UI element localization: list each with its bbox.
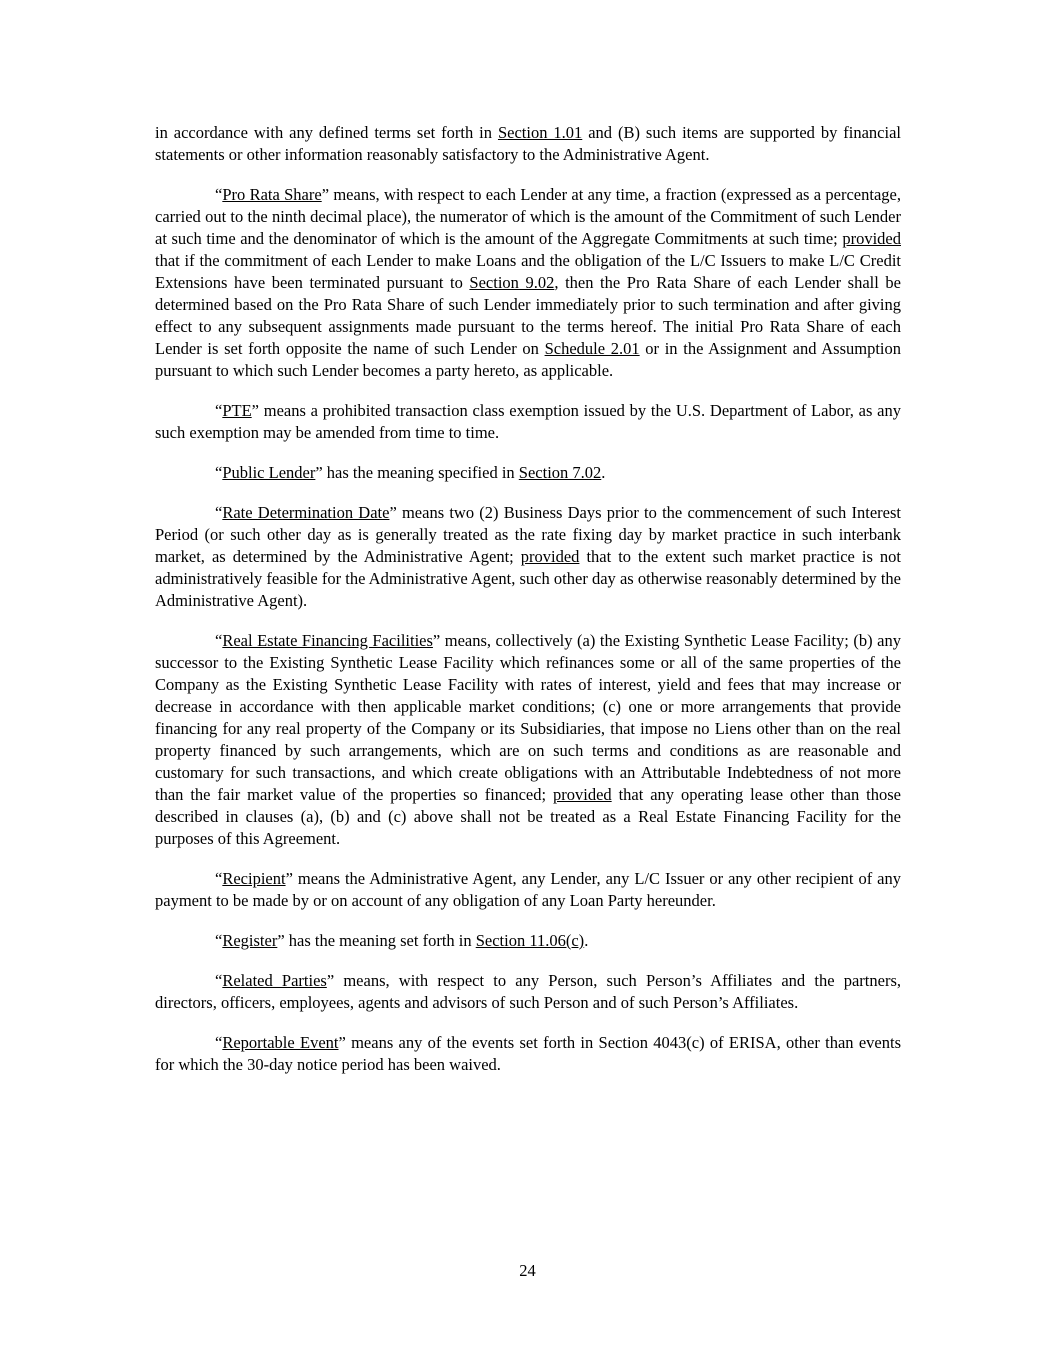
paragraph [155,122,901,166]
text-run: ” means the Administrative Agent, any Lender, any L/C Issuer or any other recipient of any payment to be made by or on account of any obligation of any Loan Party hereunder. [155,869,901,910]
text-run: ” means any of the events set forth in Section 4043(c) of ERISA, other than events for which the 30-day notice period has been waived. [155,1033,901,1074]
text-run: ” means, with respect to each Lender at any time, a fraction (expressed as a percentage, carried out to the ninth decimal place), the numerator of which is the amount of the Commitment of such Lender at such time and the denominator of which is the amount of the Aggregate Commitments at such time; [155,185,901,248]
defined-term: Related Parties [222,971,327,990]
defined-term: Real Estate Financing Facilities [222,631,433,650]
page-body [155,122,901,1076]
text-run: “ [215,463,223,482]
paragraph [155,462,901,484]
defined-term: Schedule 2.01 [544,339,640,358]
paragraph [155,630,901,850]
defined-term: Reportable Event [222,1033,339,1052]
text-run: ” means two (2) Business Days prior to the commencement of such Interest Period (or such other day as is generally treated as the rate fixing day by market practice in such interbank market, as determined by the Administrative Agent; [155,503,901,566]
text-run: “ [215,1033,223,1052]
text-run: ” means, with respect to any Person, such Person’s Affiliates and the partners, directors, officers, employees, agents and advisors of such Person and of such Person’s Affiliates. [155,971,901,1012]
defined-term: provided [842,229,901,248]
text-run: ” means, collectively (a) the Existing Synthetic Lease Facility; (b) any successor to the Existing Synthetic Lease Facility which refinances some or all of the same properties of the Company as the Existing Synthetic Lease Facility with rates of interest, yield and fees that may increase or decrease in accordance with then applicable market conditions; (c) one or more arrangements that provide financing for any real property of the Company or its Subsidiaries, that impose no Liens other than on the real property financed by such arrangements, which are on such terms and conditions as are reasonable and customary for such transactions, and which create obligations with an Attributable Indebtedness of not more than the fair market value of the properties so financed; [155,631,901,804]
text-run: , then the Pro Rata Share of each Lender shall be determined based on the Pro Rata Share of such Lender immediately prior to such termination and after giving effect to any subsequent assignments made pursuant to the terms hereof. The initial Pro Rata Share of each Lender is set forth opposite the name of such Lender on [155,273,901,358]
text-run: “ [215,931,223,950]
text-run: and (B) such items are supported by financial statements or other information reasonably satisfactory to the Administrative Agent. [155,123,901,164]
paragraph [155,502,901,612]
defined-term: Register [222,931,278,950]
paragraph [155,400,901,444]
defined-term: Section 1.01 [497,123,583,142]
text-run: “ [215,631,223,650]
text-run: “ [215,401,223,420]
defined-term: provided [520,547,580,566]
text-run: ” means a prohibited transaction class exemption issued by the U.S. Department of Labor, as any such exemption may be amended from time to time. [155,401,901,442]
text-run: “ [215,185,223,204]
text-run: ” has the meaning specified in [315,463,519,482]
text-run: ” has the meaning set forth in [277,931,476,950]
defined-term: Public Lender [222,463,316,482]
defined-term: Recipient [222,869,286,888]
text-run: or in the Assignment and Assumption pursuant to which such Lender becomes a party hereto, as applicable. [155,339,902,380]
paragraph [155,868,901,912]
page-number: 24 [519,1261,536,1280]
paragraph [155,970,901,1014]
defined-term: Section 7.02 [518,463,602,482]
text-run: “ [215,869,223,888]
text-run: . [601,463,606,482]
text-run: that any operating lease other than those described in clauses (a), (b) and (c) above shall not be treated as a Real Estate Financing Facility for the purposes of this Agreement. [155,785,901,848]
paragraph [155,1032,901,1076]
defined-term: PTE [222,401,252,420]
text-run: in accordance with any defined terms set forth in [155,123,498,142]
defined-term: Section 11.06(c) [475,931,585,950]
defined-term: Pro Rata Share [222,185,322,204]
text-run: “ [215,503,223,522]
text-run: that if the commitment of each Lender to make Loans and the obligation of the L/C Issuers to make L/C Credit Extensions have been terminated pursuant to [155,251,901,292]
text-run: . [584,931,589,950]
text-run: that to the extent such market practice is not administratively feasible for the Administrative Agent, such other day as otherwise reasonably determined by the Administrative Agent). [155,547,901,610]
defined-term: Rate Determination Date [222,503,390,522]
defined-term: provided [553,785,612,804]
text-run: “ [215,971,223,990]
paragraph [155,184,901,382]
paragraph [155,930,901,952]
defined-term: Section 9.02 [469,273,555,292]
